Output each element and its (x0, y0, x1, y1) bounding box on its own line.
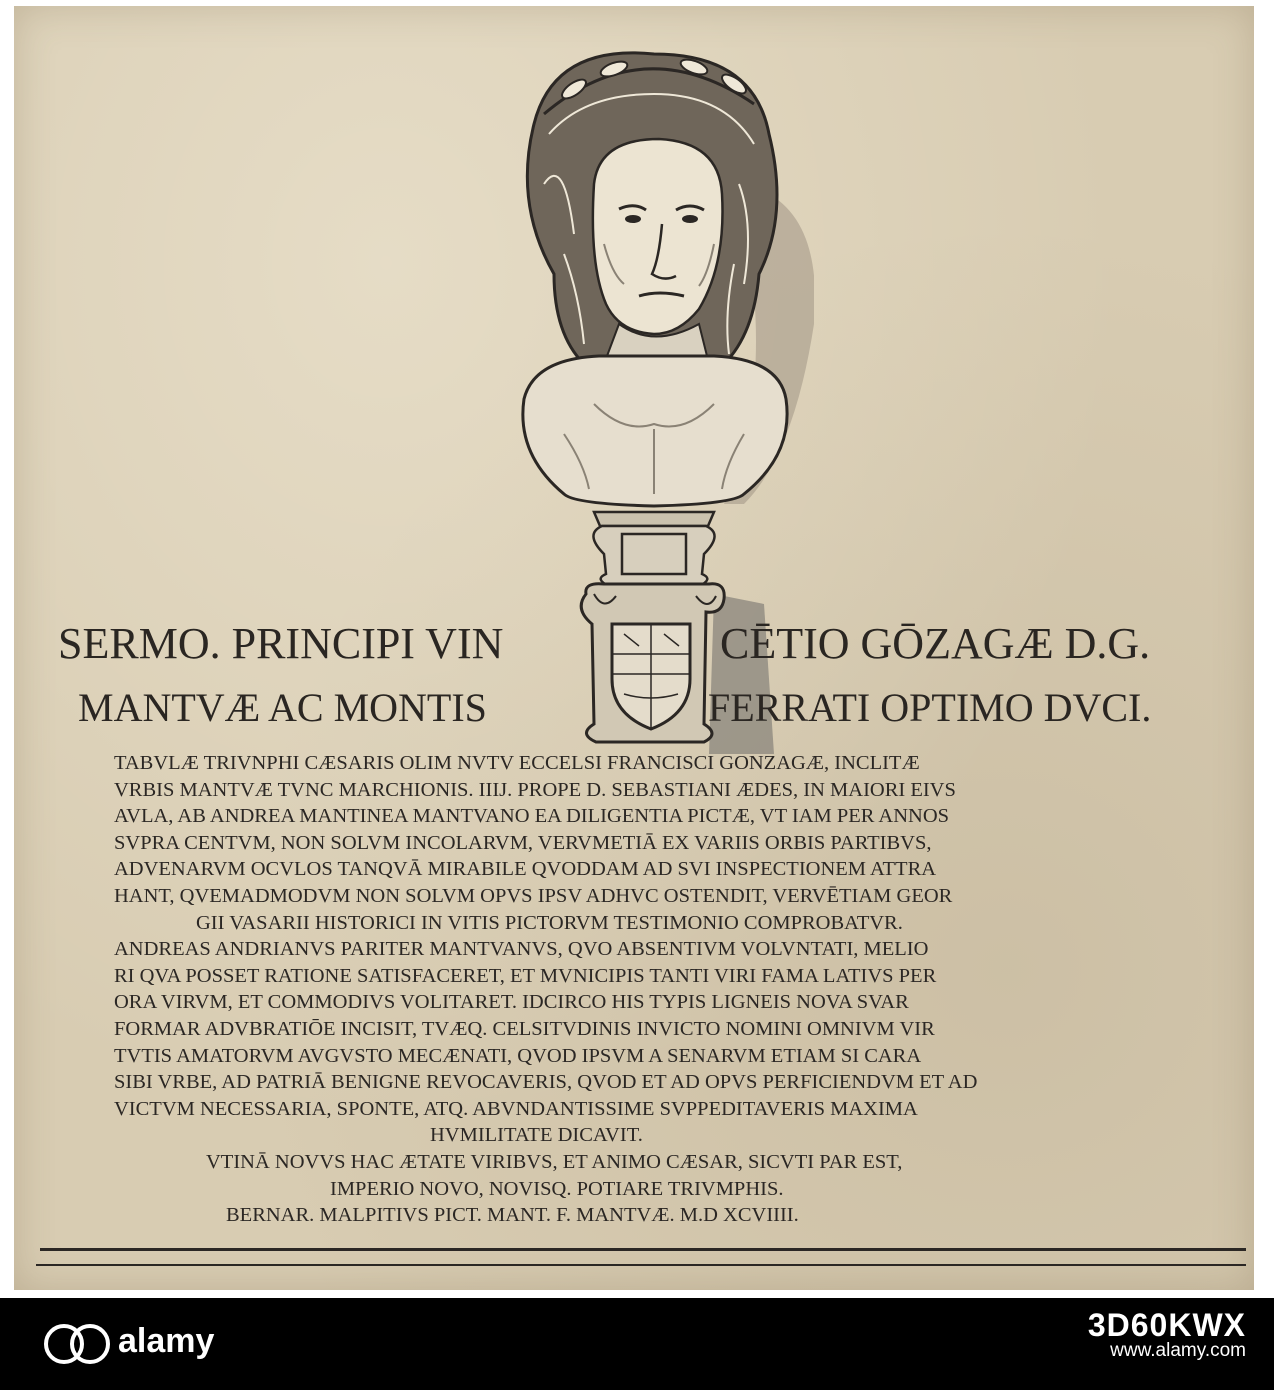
dedication-text (114, 750, 1204, 1229)
title-line-2-left: MANTVÆ AC MONTIS (78, 685, 487, 730)
border-rule-top (40, 1248, 1246, 1251)
alamy-brand-text: alamy (118, 1322, 215, 1360)
watermark-url: www.alamy.com (1110, 1340, 1246, 1361)
text-line: FORMAR ADVBRATIŌE INCISIT, TVÆQ. CELSITVDINIS INVICTO NOMINI OMNIVM VIR (114, 1017, 935, 1040)
text-line: ORA VIRVM, ET COMMODIVS VOLITARET. IDCIRCO HIS TYPIS LIGNEIS NOVA SVAR (114, 991, 909, 1014)
text-line: VTINĀ NOVVS HAC ÆTATE VIRIBVS, ET ANIMO CÆSAR, SICVTI PAR EST, (206, 1150, 903, 1173)
text-line: IMPERIO NOVO, NOVISQ. POTIARE TRIVMPHIS. (330, 1177, 784, 1200)
image-id: 3D60KWX (1087, 1307, 1246, 1343)
border-rule-bottom (36, 1264, 1246, 1266)
title-line-1-right: CĒTIO GŌZAGÆ D.G. (720, 619, 1151, 668)
text-line: RI QVA POSSET RATIONE SATISFACERET, ET MVNICIPIS TANTI VIRI FAMA LATIVS PER (114, 964, 937, 987)
text-line: HANT, QVEMADMODVM NON SOLVM OPVS IPSV ADHVC OSTENDIT, VERVĒTIAM GEOR (114, 884, 953, 907)
image-id-block (1087, 1307, 1246, 1364)
title-line-2-right: FERRATI OPTIMO DVCI. (708, 685, 1152, 730)
text-line: ADVENARVM OCVLOS TANQVĀ MIRABILE QVODDAM AD SVI INSPECTIONEM ATTRA (114, 858, 937, 881)
title-line-1-left: SERMO. PRINCIPI VIN (58, 619, 504, 668)
text-line: AVLA, AB ANDREA MANTINEA MANTVANO EA DILIGENTIA PICTÆ, VT IAM PER ANNOS (114, 805, 950, 828)
text-line: VICTVM NECESSARIA, SPONTE, ATQ. ABVNDANTISSIME SVPPEDITAVERIS MAXIMA (114, 1097, 918, 1120)
print-sheet (14, 6, 1254, 1290)
text-line: SIBI VRBE, AD PATRIĀ BENIGNE REVOCAVERIS, QVOD ET AD OPVS PERFICIENDVM ET AD (114, 1071, 978, 1094)
text-line: VRBIS MANTVÆ TVNC MARCHIONIS. IIIJ. PROPE D. SEBASTIANI ÆDES, IN MAIORI EIVS (114, 778, 956, 801)
text-line: SVPRA CENTVM, NON SOLVM INCOLARVM, VERVMETIĀ EX VARIIS ORBIS PARTIBVS, (114, 831, 932, 854)
text-line: TVTIS AMATORVM AVGVSTO MECÆNATI, QVOD IPSVM A SENARVM ETIAM SI CARA (114, 1044, 922, 1067)
text-line: BERNAR. MALPITIVS PICT. MANT. F. MANTVÆ. M.D XCVIIII. (226, 1204, 799, 1227)
text-line: TABVLÆ TRIVNPHI CÆSARIS OLIM NVTV ECCELSI FRANCISCI GONZAGÆ, INCLITÆ (114, 752, 920, 774)
text-line: GII VASARII HISTORICI IN VITIS PICTORVM TESTIMONIO COMPROBATVR. (196, 911, 903, 934)
text-line: HVMILITATE DICAVIT. (430, 1124, 643, 1147)
text-line: ANDREAS ANDRIANVS PARITER MANTVANVS, QVO ABSENTIVM VOLVNTATI, MELIO (114, 938, 929, 961)
